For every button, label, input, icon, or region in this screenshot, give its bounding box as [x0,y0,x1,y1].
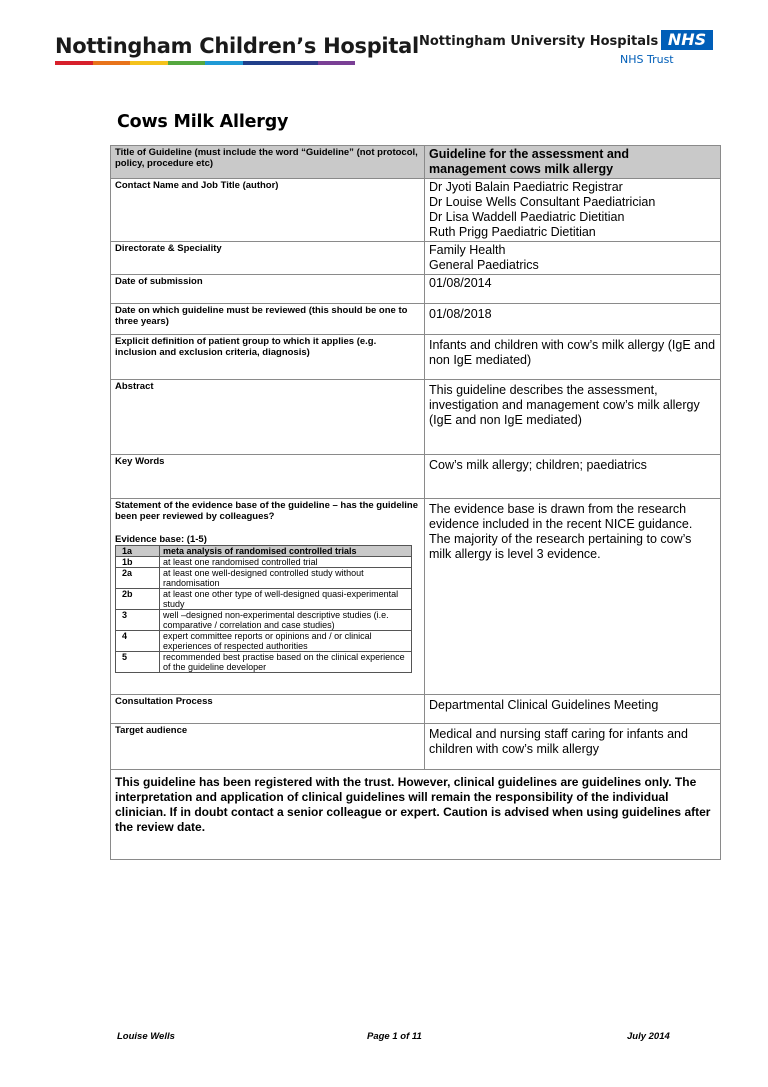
document-title: Cows Milk Allergy [117,112,289,132]
table-row [111,724,721,770]
evidence-text: recommended best practise based on the clinical experience of the guideline developer [160,652,412,673]
disclaimer-text: This guideline has been registered with the trust. However, clinical guidelines are guidelines only. The interpretation and application of clinical guidelines will remain the responsibility of the individual clinician. If in doubt contact a senior colleague or expert. Caution is advised when using guidelines after the review date. [111,770,721,860]
evidence-text: at least one well-designed controlled study without randomisation [160,568,412,589]
evidence-levels-table [115,545,412,673]
keywords-value: Cow’s milk allergy; children; paediatrics [425,455,721,499]
evidence-text: meta analysis of randomised controlled trials [160,546,412,557]
stripe-segment [93,61,131,65]
value-line: management cows milk allergy [429,162,614,176]
row-label: Directorate & Speciality [111,242,425,275]
table-row [111,275,721,304]
evidence-code: 4 [116,631,160,652]
evidence-code: 1a [116,546,160,557]
guideline-title-value [425,146,721,179]
consultation-value: Departmental Clinical Guidelines Meeting [425,695,721,724]
stripe-segment [243,61,281,65]
row-label: Title of Guideline (must include the word “Guideline” (not protocol, policy, procedure etc) [111,146,425,179]
value-line: Ruth Prigg Paediatric Dietitian [429,225,596,239]
value-line: Dr Jyoti Balain Paediatric Registrar [429,180,623,194]
table-row [111,304,721,335]
footer-date: July 2014 [627,1031,670,1042]
table-row [116,568,412,589]
evidence-text: well –designed non-experimental descriptive studies (i.e. comparative / correlation and case studies) [160,610,412,631]
table-row [111,455,721,499]
contact-value [425,179,721,242]
table-row [116,589,412,610]
row-label: Consultation Process [111,695,425,724]
table-row [111,146,721,179]
table-row [116,557,412,568]
value-line: Dr Louise Wells Consultant Paediatrician [429,195,656,209]
directorate-value [425,242,721,275]
row-label: Statement of the evidence base of the guideline – has the guideline been peer reviewed by colleagues? [115,500,419,522]
submission-date-value: 01/08/2014 [425,275,721,304]
row-label: Date on which guideline must be reviewed (this should be one to three years) [111,304,425,335]
patient-group-value: Infants and children with cow’s milk allergy (IgE and non IgE mediated) [425,335,721,380]
evidence-code: 1b [116,557,160,568]
abstract-value: This guideline describes the assessment, investigation and management cow’s milk allergy (IgE and non IgE mediated) [425,380,721,455]
stripe-segment [205,61,243,65]
value-line: Dr Lisa Waddell Paediatric Dietitian [429,210,625,224]
table-row [111,380,721,455]
table-row [116,546,412,557]
evidence-code: 5 [116,652,160,673]
value-line: General Paediatrics [429,258,539,272]
evidence-base-label: Evidence base: (1-5) [115,534,207,545]
value-line: Family Health [429,243,506,257]
nhs-logo-badge: NHS [661,30,713,50]
table-row [116,610,412,631]
table-row [111,242,721,275]
footer-author: Louise Wells [117,1031,175,1042]
table-row [111,335,721,380]
stripe-segment [280,61,318,65]
nhs-trust-label: NHS Trust [620,53,674,66]
evidence-text: expert committee reports or opinions and / or clinical experiences of respected authorities [160,631,412,652]
row-label: Key Words [111,455,425,499]
table-row [116,631,412,652]
row-label: Abstract [111,380,425,455]
stripe-segment [168,61,206,65]
table-row [116,652,412,673]
footer-page-number: Page 1 of 11 [367,1031,422,1042]
evidence-value: The evidence base is drawn from the research evidence included in the recent NICE guidance. The majority of the research pertaining to cow’s milk allergy is level 3 evidence. [425,499,721,695]
guideline-info-table [110,145,721,860]
table-row [111,770,721,860]
audience-value: Medical and nursing staff caring for infants and children with cow’s milk allergy [425,724,721,770]
table-row [111,179,721,242]
row-label: Contact Name and Job Title (author) [111,179,425,242]
table-row [111,499,721,695]
evidence-text: at least one other type of well-designed quasi-experimental study [160,589,412,610]
row-label: Target audience [111,724,425,770]
evidence-text: at least one randomised controlled trial [160,557,412,568]
evidence-code: 3 [116,610,160,631]
stripe-segment [55,61,93,65]
table-row [111,695,721,724]
hospital-logo-text: Nottingham Children’s Hospital [55,34,419,58]
row-label: Date of submission [111,275,425,304]
trust-logo-text: Nottingham University Hospitals [419,34,659,49]
stripe-segment [130,61,168,65]
evidence-label-cell [111,499,425,695]
stripe-segment [318,61,356,65]
review-date-value: 01/08/2018 [425,304,721,335]
evidence-code: 2a [116,568,160,589]
evidence-code: 2b [116,589,160,610]
row-label: Explicit definition of patient group to which it applies (e.g. inclusion and exclusion criteria, diagnosis) [111,335,425,380]
value-line: Guideline for the assessment and [429,147,630,161]
logo-rainbow-stripe [55,61,355,65]
